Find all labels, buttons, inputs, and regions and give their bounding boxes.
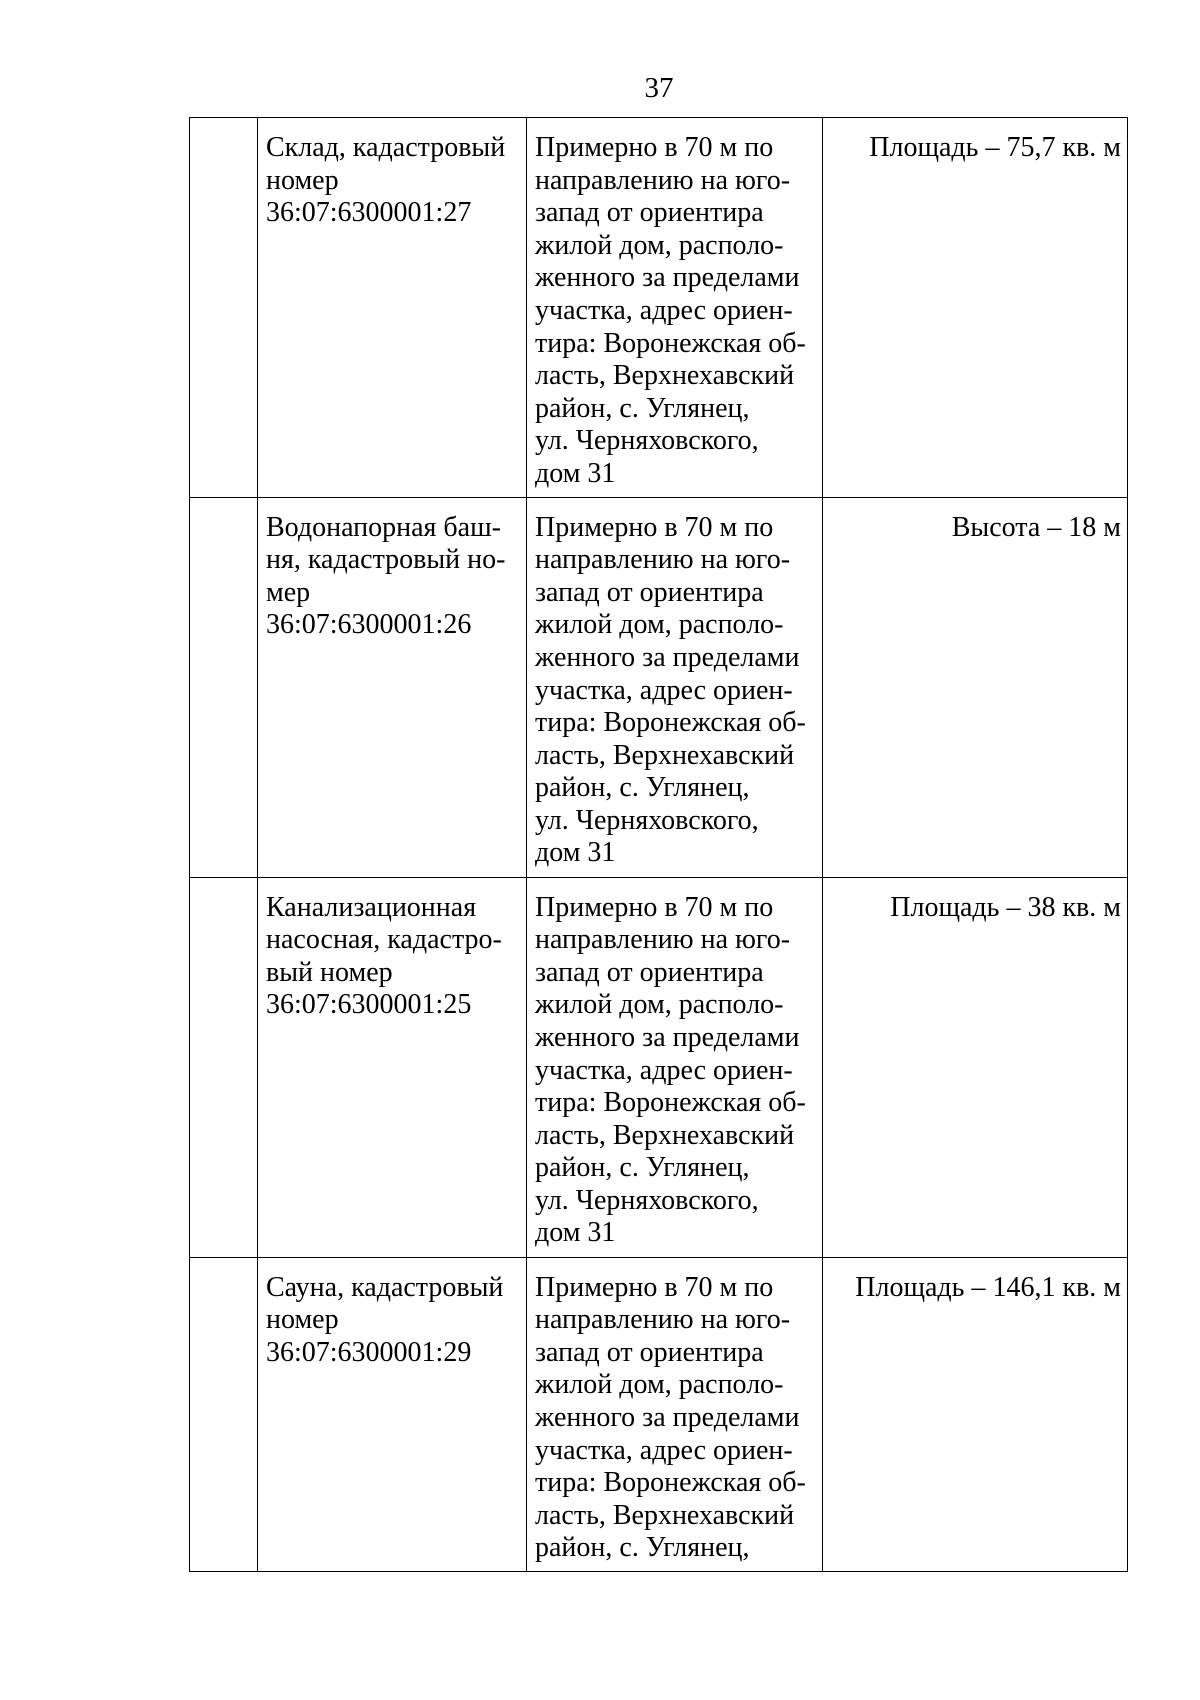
location-cell [527,1257,823,1571]
location-line: жилой дом, располо- [535,1369,784,1401]
location-line: запад от ориентира [535,956,764,988]
location-line: Примерно в 70 м по [535,1271,774,1303]
location-line: участка, адрес ориен- [535,1054,793,1086]
location-line: район, с. Углянец, [535,772,750,804]
location-line: дом 31 [535,457,616,489]
location-line: жилой дом, располо- [535,989,784,1021]
table-row [190,1257,1128,1571]
size-cell [823,497,1128,877]
object-name-cell [258,497,527,877]
object-name-cell [258,118,527,498]
object-name-line: 36:07:6300001:26 [266,609,472,641]
size-cell [823,877,1128,1257]
location-line: жилой дом, располо- [535,229,784,261]
row-number-cell [190,1257,258,1571]
row-number-cell [190,877,258,1257]
object-name-line: 36:07:6300001:25 [266,989,472,1021]
location-line: тира: Воронежская об- [535,707,806,739]
location-line: направлению на юго- [535,164,791,196]
location-line: жилой дом, располо- [535,609,784,641]
location-line: женного за пределами [535,1021,800,1053]
location-line: женного за пределами [535,1401,800,1433]
location-line: участка, адрес ориен- [535,294,793,326]
location-line: тира: Воронежская об- [535,1087,806,1119]
size-value: Площадь – 38 кв. м [890,891,1121,923]
location-line: ул. Черняховского, [535,425,759,457]
object-name-line: 36:07:6300001:27 [266,197,472,229]
table-row [190,497,1128,877]
property-table [189,117,1128,1572]
location-line: женного за пределами [535,641,800,673]
object-name-line: номер [266,1304,339,1336]
size-value: Площадь – 75,7 кв. м [869,132,1121,163]
object-name-line: насосная, кадастро- [266,924,502,956]
size-value: Высота – 18 м [951,511,1121,543]
page-number: 37 [644,72,674,104]
location-line: Примерно в 70 м по [535,891,774,923]
location-line: запад от ориентира [535,197,764,229]
location-line: участка, адрес ориен- [535,674,793,706]
object-name-line: номер [266,164,339,196]
location-line: ласть, Верхнехавский [535,360,795,392]
location-line: дом 31 [535,837,616,869]
location-line: направлению на юго- [535,924,791,956]
location-line: тира: Воронежская об- [535,327,806,359]
object-name-line: Канализационная [266,891,477,923]
size-cell [823,118,1128,498]
location-line: тира: Воронежская об- [535,1467,806,1499]
location-line: женного за пределами [535,262,800,294]
table-row [190,877,1128,1257]
location-cell [527,877,823,1257]
size-cell [823,1257,1128,1571]
location-line: Примерно в 70 м по [535,132,774,163]
row-number-cell [190,497,258,877]
location-line: ласть, Верхнехавский [535,1499,795,1531]
location-line: запад от ориентира [535,576,764,608]
row-number-cell [190,118,258,498]
location-line: ласть, Верхнехавский [535,1119,795,1151]
location-line: направлению на юго- [535,544,791,576]
location-cell [527,497,823,877]
object-name-line: Водонапорная баш- [266,511,501,543]
location-line: участка, адрес ориен- [535,1434,793,1466]
size-value: Площадь – 146,1 кв. м [855,1271,1121,1303]
object-name-line: Сауна, кадастровый [266,1271,504,1303]
location-line: направлению на юго- [535,1304,791,1336]
location-cell [527,118,823,498]
location-line: район, с. Углянец, [535,1152,750,1184]
object-name-line: ня, кадастровый но- [266,544,506,576]
location-line: район, с. Углянец, [535,392,750,424]
object-name-line: 36:07:6300001:29 [266,1336,472,1368]
object-name-line: вый номер [266,956,393,988]
location-line: ласть, Верхнехавский [535,739,795,771]
location-line: запад от ориентира [535,1336,764,1368]
object-name-line: мер [266,576,311,608]
object-name-cell [258,877,527,1257]
location-line: ул. Черняховского, [535,1184,759,1216]
object-name-line: Склад, кадастровый [266,132,506,163]
location-line: район, с. Углянец, [535,1532,750,1564]
table-row [190,118,1128,498]
location-line: Примерно в 70 м по [535,511,774,543]
location-line: дом 31 [535,1217,616,1249]
location-line: ул. Черняховского, [535,804,759,836]
object-name-cell [258,1257,527,1571]
